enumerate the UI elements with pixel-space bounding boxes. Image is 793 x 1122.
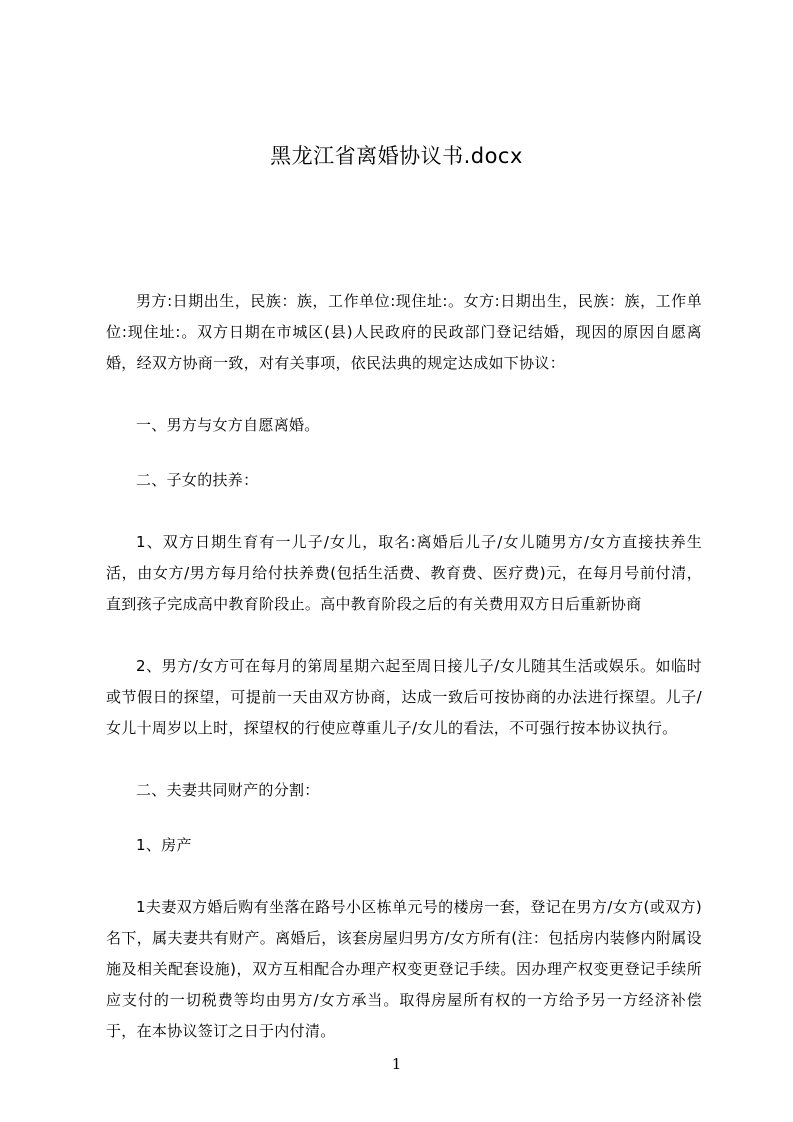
paragraph-child-custody: 1、双方日期生育有一儿子/女儿，取名:离婚后儿子/女儿随男方/女方直接扶养生活，由女方/男方每月给付扶养费(包括生活费、教育费、医疗费)元，在每月号前付清，直到孩子完成高中教育阶段止。高中教育阶段之后的有关费用双方日后重新协商 [106, 533, 702, 613]
heading-child-support: 二、子女的扶养： [136, 471, 259, 489]
document-title: 黑龙江省离婚协议书.docx [270, 144, 523, 168]
paragraph-divorce-agreement: 一、男方与女方自愿离婚。 [136, 416, 320, 434]
heading-property-division: 二、夫妻共同财产的分割： [136, 781, 320, 799]
page-number: 1 [391, 1055, 402, 1073]
paragraph-intro: 男方:日期出生，民族：族，工作单位:现住址:。女方:日期出生，民族：族，工作单位:现住址:。双方日期在市城区(县)人民政府的民政部门登记结婚，现因的原因自愿离婚，经双方协商一致，对有关事项，依民法典的规定达成如下协议： [106, 292, 702, 372]
paragraph-house: 1夫妻双方婚后购有坐落在路号小区栋单元号的楼房一套，登记在男方/女方(或双方)名下，属夫妻共有财产。离婚后，该套房屋归男方/女方所有(注：包括房内装修内附属设施及相关配套设施)，双方互相配合办理产权变更登记手续。因办理产权变更登记手续所应支付的一切税费等均由男方/女方承当。取得房屋所有权的一方给予另一方经济补偿于，在本协议签订之日于内付清。 [106, 898, 702, 1040]
heading-real-estate: 1、房产 [136, 836, 192, 854]
paragraph-visitation: 2、男方/女方可在每月的第周星期六起至周日接儿子/女儿随其生活或娱乐。如临时或节假日的探望，可提前一天由双方协商，达成一致后可按协商的办法进行探望。儿子/女儿十周岁以上时，探望权的行使应尊重儿子/女儿的看法，不可强行按本协议执行。 [106, 657, 702, 737]
document-body [106, 286, 702, 1047]
